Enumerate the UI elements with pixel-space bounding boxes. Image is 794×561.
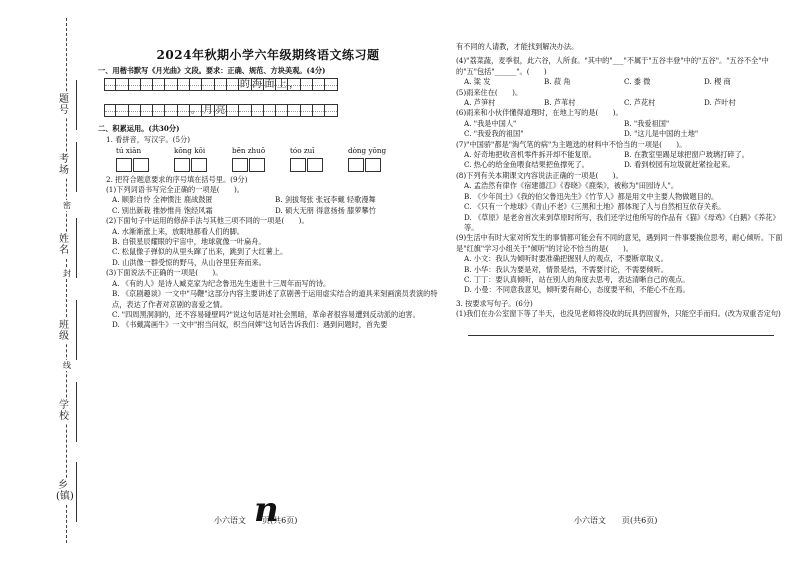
options-row	[456, 119, 784, 129]
option: B. 小华：我认为要是对，情景是结，不需要讨论，不需要倾听。	[464, 264, 668, 274]
answer-box-pair[interactable]	[348, 158, 406, 172]
footer-page-right: 小六语文 页(共6页)	[574, 516, 658, 525]
grid-cell[interactable]	[153, 104, 165, 117]
pinyin-item: dòng yōng	[348, 146, 387, 156]
grid-cell[interactable]	[215, 78, 227, 91]
option: D. 小曼：不同意我意见，倾听要有耐心，态度要平和，不能心不在焉。	[464, 285, 690, 295]
fill-line-class[interactable]	[76, 300, 77, 360]
option: A. 顺影自怜 全神惯注 鹿战鼓匿	[112, 195, 213, 205]
option: D. 芦叶村	[704, 98, 736, 108]
option: A. 芦笋村	[464, 98, 496, 108]
question-4: (4)"荔菜蔬，麦季很，此六谷，人所食。"其中的"___"不属于"五谷丰登"中的"五谷"。"五谷不全"中的"五"包括"______"。( )	[456, 56, 769, 76]
grid-cell[interactable]	[276, 104, 288, 117]
options-row	[456, 98, 784, 108]
option: A. 粱 发	[464, 77, 491, 87]
grid-cell[interactable]	[178, 104, 190, 117]
left-column	[98, 66, 438, 331]
option: C. 芦花村	[624, 98, 656, 108]
handwritten-n-mark: n	[254, 490, 279, 530]
label-exam-room: 考场	[59, 154, 69, 176]
grid-cell[interactable]: 上	[276, 79, 287, 91]
question-3-1: (1)我们在办公室窗下等了半天，也没见老师将没收的玩具扔回窗外，只能空手而归。(改为双重否定句)	[456, 309, 781, 319]
option: C. 别出新栽 推妙惟肖 饱经风霜	[112, 205, 213, 215]
grid-cell[interactable]	[116, 78, 128, 91]
option: D. 看到校园有垃圾就赶紧捡起来。	[624, 160, 735, 170]
answer-box-pair[interactable]	[232, 158, 290, 172]
answer-box-pair[interactable]	[290, 158, 348, 172]
option: D. 山洪像一群受惊的野马，从山谷里狂奔而来。	[112, 257, 266, 267]
section-3-heading: 3. 按要求写句子。(6分)	[456, 298, 533, 308]
options-row	[456, 129, 784, 139]
option: B. 《少年闰土》《我的伯父鲁迅先生》《竹节人》都是用文中主要人物做题目的。	[464, 191, 719, 201]
grid-cell[interactable]: 。	[190, 105, 201, 117]
option: B. 《京剧趣谈》一文中"马鞭"这部分内容主要讲述了京剧善于运用虚实结合的道具来刻画演员表演的特点，表达了作者对京剧的喜爱之情。	[112, 289, 438, 309]
grid-cell[interactable]	[116, 104, 128, 117]
seal-char: 封	[63, 269, 71, 278]
writing-grid-row-2[interactable]	[104, 104, 438, 118]
grid-cell[interactable]	[202, 78, 214, 91]
option: B. 剑拔弩张 张冠李戴 轻歌漫舞	[275, 195, 376, 205]
writing-grid-row-1[interactable]	[104, 78, 438, 92]
option: D. 稷 商	[704, 77, 731, 87]
question-9: (9)生活中有时大家对所发生的事情都可能会有不同的意见，遇到同一件事要换位思考，耐心倾听。下面是"红旗"学习小组关于"倾听"的讨论不恰当的是( )。	[456, 233, 783, 253]
grid-cell[interactable]: 面	[264, 79, 275, 91]
option: B. "我爱祖国"	[624, 118, 670, 128]
seal-char: 线	[63, 361, 71, 370]
option: C. 热心的给金鱼喂食结果把鱼撑死了。	[464, 160, 589, 170]
option: A. 孟浩然有律作《宿建德江》《春晓》《鹿柴》，被称为"田园诗人"。	[464, 181, 679, 191]
grid-cell[interactable]: 海	[252, 79, 263, 91]
grid-cell[interactable]	[264, 104, 276, 117]
pinyin-item: tú xiān	[116, 146, 142, 156]
option: D. 《草原》是老舍首次来到草原时所写，我们还学过他所写的作品有《猫》《母鸡》《白鹅》《养花》等。	[464, 212, 780, 232]
fill-line-township[interactable]	[76, 462, 77, 522]
options-row	[456, 77, 784, 87]
grid-cell[interactable]	[129, 104, 141, 117]
option: C. 丁丁：要认真倾听，站在别人的角度去思考，表达清晰自己的观点。	[464, 274, 690, 284]
seal-char: 密	[63, 201, 71, 210]
option: A. 小文：我认为倾听时要准确把握别人的观点，不要断章取义。	[464, 254, 668, 264]
grid-cell[interactable]	[325, 104, 337, 117]
answer-box-pair[interactable]	[174, 158, 232, 172]
question-6: (6)雨来和小伙伴懂得道理时，在地上写的是( )。	[456, 108, 623, 118]
grid-cell[interactable]	[153, 78, 165, 91]
grid-cell[interactable]	[252, 104, 264, 117]
grid-cell[interactable]: 月	[203, 105, 214, 117]
grid-cell[interactable]	[141, 78, 153, 91]
grid-cell[interactable]	[313, 78, 325, 91]
pinyin-row	[116, 146, 438, 156]
question-7: (7)"中国骄"都是"淘气笔的病"为主题选的材料中不恰当的一项是( )。	[456, 139, 687, 149]
binding-margin	[0, 0, 92, 561]
right-column	[456, 42, 784, 336]
answer-box-pair[interactable]	[116, 158, 174, 172]
pinyin-item: tóo zuī	[290, 146, 315, 156]
fill-line-name[interactable]	[76, 218, 77, 278]
grid-cell[interactable]: ，	[289, 79, 300, 91]
pinyin-item: bēn zhuō	[232, 146, 266, 156]
option: C. 《只有一个地球》《青山不老》《三黑和土地》都体现了人与自然相互依存关系。	[464, 202, 726, 212]
option: A. "我是中国人"	[464, 118, 517, 128]
answer-line[interactable]	[468, 334, 774, 336]
grid-cell[interactable]	[227, 78, 239, 91]
option: B. 自银星辰耀眼的宇宙中，地球就像一叶扁舟。	[112, 237, 266, 247]
question-5: (5)雨来住在( )。	[456, 87, 523, 97]
label-question-no: 题号	[59, 94, 69, 116]
grid-cell[interactable]	[301, 78, 313, 91]
question-pinyin: 1. 看拼音，写汉字。(5分)	[106, 134, 191, 144]
option: A. 好奇地把收音机零件拆开却不能复原。	[464, 150, 596, 160]
exam-title: 2024年秋期小学六年级期终语文练习题	[156, 48, 380, 62]
question-3: (3)下面说法不正确的一项是( )。	[106, 268, 223, 278]
grid-cell[interactable]	[239, 104, 251, 117]
label-name: 姓名	[59, 234, 69, 256]
label-township: 乡(镇)	[56, 480, 74, 502]
option: A. 《有的人》是诗人臧克家为纪念鲁迅先生逝世十三周年而写的诗。	[112, 278, 331, 288]
pinyin-answer-boxes[interactable]	[116, 158, 438, 172]
option: C. 黍 微	[624, 77, 651, 87]
section-1-heading: 一、用楷书默写《月光曲》文段。要求：正确、规范、方块美观。(4分)	[98, 66, 326, 75]
option: D. 硕大无朋 得意扬扬 膝萝攀竹	[275, 205, 376, 215]
grid-cell[interactable]	[104, 78, 116, 91]
grid-cell[interactable]	[178, 78, 190, 91]
option: C. 松鼠像子弹似的从里头蹿了出来，跳到了大红薯上。	[112, 247, 288, 257]
grid-cell[interactable]	[190, 78, 202, 91]
grid-cell[interactable]	[288, 104, 300, 117]
fill-line-school[interactable]	[76, 382, 77, 442]
option: B. 在教室里踢足球把窗户玻璃打碎了。	[624, 150, 749, 160]
grid-cell[interactable]: 亮	[215, 105, 226, 117]
label-school: 学校	[59, 400, 69, 422]
continued-text: 有不同的人请教，才能找到解决办法。	[456, 42, 579, 51]
option: D. "这儿是中国的土地"	[624, 129, 699, 139]
option: D. 《书戴嵩画牛》一文中"拊当问奴，织当问婢"这句话告诉我们：遇到问题时，首先要	[112, 320, 388, 330]
option: A. 水渐渐涨上来，放眼地都看人们的脚。	[112, 226, 244, 236]
option: C. "我爱我的祖国"	[464, 129, 524, 139]
question-1: (1)下列词语书写完全正确的一项是( )。	[106, 185, 244, 195]
options-row	[98, 206, 438, 216]
grid-cell[interactable]	[227, 104, 239, 117]
options-row	[456, 150, 784, 160]
question-2: (2)下面句子中运用的修辞手法与其他三项不同的一项是( )。	[106, 216, 309, 226]
grid-cell[interactable]	[129, 78, 141, 91]
grid-cell[interactable]	[301, 104, 313, 117]
grid-cell[interactable]	[141, 104, 153, 117]
grid-cell[interactable]: 的	[239, 79, 250, 91]
grid-cell[interactable]	[325, 78, 337, 91]
options-row	[456, 160, 784, 170]
section-2-heading: 二、积累运用。(共30分)	[98, 124, 180, 134]
option: B. 芦苇村	[544, 98, 576, 108]
fill-line-exam-room[interactable]	[76, 142, 77, 192]
question-choice-heading: 2. 把符合题意要求的序号填在括号里。(9分)	[106, 174, 248, 184]
pinyin-item: kōng kōi	[174, 146, 206, 156]
fill-line-question-no[interactable]	[76, 80, 77, 130]
label-class: 班级	[59, 320, 69, 342]
grid-cell[interactable]	[313, 104, 325, 117]
options-row	[98, 195, 438, 205]
question-8: (8)下列有关本期课文内容说法正确的一项是( )。	[456, 170, 623, 180]
option: B. 菽 角	[544, 77, 571, 87]
footer-page-left: 小六语文 页(共6页)	[214, 516, 298, 525]
grid-cell[interactable]	[104, 104, 116, 117]
grid-cell[interactable]	[165, 104, 177, 117]
grid-cell[interactable]	[165, 78, 177, 91]
option: C. "四周黑洞洞的，还不容易碰壁吗?"说这句话是对社会黑暗，革命者很容易遭到反动派的迫害。	[112, 309, 420, 319]
